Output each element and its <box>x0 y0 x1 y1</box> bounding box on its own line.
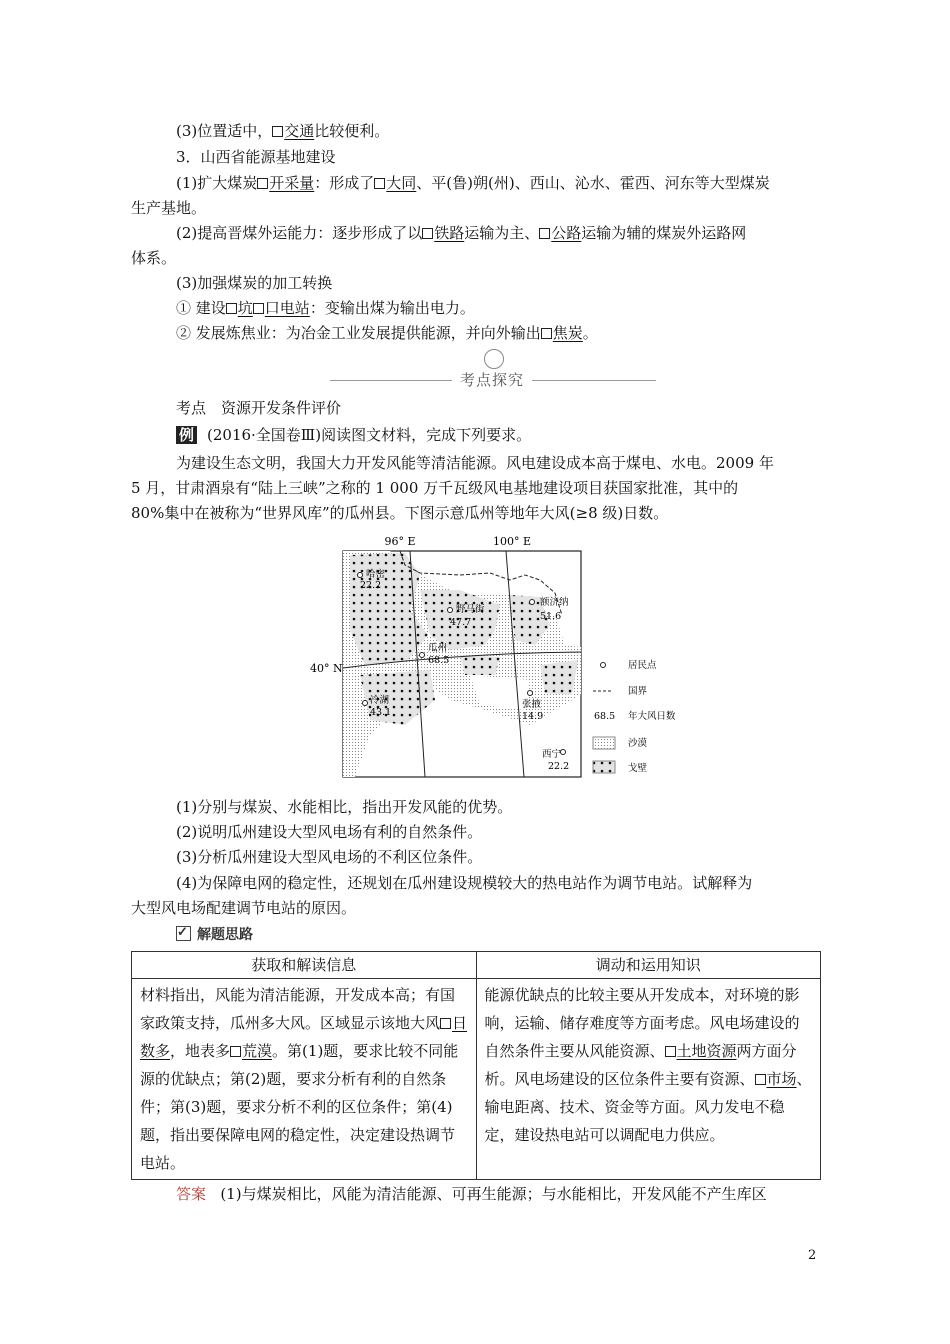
cell-knowledge: 能源优缺点的比较主要从开发成本，对环境的影响，运输、储存难度等方面考虑。风电场建设的自然条件主要从风能资源、 土地资源两方面分析。风电场建设的区位条件主要有资源、 市场、输电距离、技术、资金等方面。风力发电不稳定，建设热电站可以调配电力供应。 <box>476 979 821 1180</box>
example-source: 例 (2016·全国卷Ⅲ)阅读图文材料，完成下列要求。 <box>176 424 531 446</box>
place-name-guazhou: 瓜州 <box>428 643 448 654</box>
legend-settlement-icon <box>601 663 606 668</box>
legend-desert: 沙漠 <box>628 738 648 749</box>
legend-days: 年大风日数 <box>628 711 676 722</box>
legend-sample-value: 68.5 <box>594 711 616 722</box>
place-name-lenghu: 冷湖 <box>370 695 390 706</box>
material-line-2: 5 月，甘肃酒泉有“陆上三峡”之称的 1 000 万千瓦级风电基地建设项目获国家批准，其中的 <box>131 479 739 497</box>
place-value-guazhou: 68.5 <box>428 655 450 666</box>
legend-border: 国界 <box>628 686 648 697</box>
answer-text: (1)与煤炭相比，风能为清洁能源、可再生能源；与水能相比，开发风能不产生库区 <box>220 1185 767 1203</box>
answer-label: 答案 <box>176 1185 207 1203</box>
question-3: (3)分析瓜州建设大型风电场的不利区位条件。 <box>176 848 483 866</box>
section-emblem-icon <box>484 349 504 369</box>
blank-pit: 坑 口电站 <box>226 299 310 317</box>
legend-settlement: 居民点 <box>628 660 657 671</box>
question-4: (4)为保障电网的稳定性，还规划在瓜州建设规模较大的热电站作为调节电站。试解释为 <box>176 874 753 892</box>
topic-heading: 考点 资源开发条件评价 <box>176 399 342 417</box>
text: (3)位置适中， <box>176 122 273 140</box>
blank-coke: 焦炭 <box>541 324 583 342</box>
section-heading: 3．山西省能源基地建设 <box>176 148 336 166</box>
legend-gobi: 戈壁 <box>628 763 648 774</box>
place-name-yemajie: 野马街 <box>456 604 485 615</box>
material-line-3: 80%集中在被称为“世界风库”的瓜州县。下图示意瓜州等地年大风(≥8 级)日数。 <box>131 504 669 522</box>
place-value-lenghu: 43.1 <box>370 707 392 718</box>
wind-map <box>310 535 690 785</box>
gobi-area-se <box>540 660 578 695</box>
page-number: 2 <box>808 1248 817 1263</box>
blank-datong: 大同 <box>374 174 416 192</box>
para-location <box>176 120 389 142</box>
legend-gobi-icon <box>593 761 615 773</box>
place-value-xining: 22.2 <box>548 761 570 772</box>
text: 比较便利。 <box>314 122 390 140</box>
place-name-zhangye: 张掖 <box>522 699 542 710</box>
checkbox-icon <box>176 926 191 941</box>
question-1: (1)分别与煤炭、水能相比，指出开发风能的优势。 <box>176 798 513 816</box>
example-badge: 例 <box>176 426 197 444</box>
blank-days: 日数多 <box>140 1014 468 1060</box>
blank-road: 公路 <box>539 224 581 242</box>
lon-label-100: 100° E <box>492 535 532 548</box>
place-value-yemajie: 47.7 <box>450 617 472 628</box>
analysis-heading: ✓解题思路 <box>176 924 253 946</box>
place-name-ejina: 额济纳 <box>540 597 569 608</box>
place-value-ejina: 51.6 <box>540 611 562 622</box>
para-coal: (1)扩大煤炭 开采量：形成了 大同、平(鲁)朔(州)、西山、沁水、霍西、河东等大型煤炭 <box>176 174 770 192</box>
analysis-table <box>131 951 821 1180</box>
para-processing: (3)加强煤炭的加工转换 <box>176 274 333 292</box>
col-header-info: 获取和解读信息 <box>132 952 477 979</box>
place-value-hami: 22.2 <box>360 580 382 591</box>
question-2: (2)说明瓜州建设大型风电场有利的自然条件。 <box>176 823 483 841</box>
place-name-xining: 西宁 <box>542 749 562 760</box>
blank-market: 市场 <box>755 1070 797 1088</box>
para-transport: (2)提高晋煤外运能力：逐步形成了以 铁路运输为主、 公路运输为辅的煤炭外运路网 <box>176 224 747 242</box>
place-value-zhangye: 14.9 <box>522 711 544 722</box>
cell-info: 材料指出，风能为清洁能源，开发成本高；有国家政策支持，瓜州多大风。区域显示该地大风 日数多，地表多 荒漠。第(1)题，要求比较不同能源的优缺点；第(2)题，要求分析有利的自然条件；第(3)题，要求分析不利的区位条件；第(4)题，指出要保障电网的稳定性，决定建设热调节电站。 <box>132 979 477 1180</box>
col-header-knowledge: 调动和运用知识 <box>476 952 821 979</box>
lon-label-96: 96° E <box>384 535 416 548</box>
material-line-1: 为建设生态文明，我国大力开发风能等清洁能源。风电建设成本高于煤电、水电。2009 年 <box>176 454 774 472</box>
gobi-area-mid <box>460 655 500 675</box>
answer-line <box>176 1183 767 1205</box>
blank-mining: 开采量 <box>257 174 314 192</box>
para-power-station: ① 建设 坑 口电站：变输出煤为输出电力。 <box>176 299 475 317</box>
para-transport-cont: 体系。 <box>131 249 177 267</box>
blank-desert: 荒漠 <box>230 1042 272 1060</box>
blank-land: 土地资源 <box>665 1042 737 1060</box>
legend-desert-icon <box>593 737 615 749</box>
section-title: 考点探究 <box>452 369 532 390</box>
blank-railway: 铁路 <box>422 224 464 242</box>
para-coal-cont: 生产基地。 <box>131 199 207 217</box>
place-name-hami: 哈密 <box>366 569 386 580</box>
lat-label-40: 40° N <box>310 662 343 675</box>
para-coke: ② 发展炼焦业：为冶金工业发展提供能源，并向外输出 焦炭。 <box>176 324 598 342</box>
question-4-cont: 大型风电场配建调节电站的原因。 <box>131 899 357 917</box>
blank-transport: 交通 <box>272 122 314 140</box>
